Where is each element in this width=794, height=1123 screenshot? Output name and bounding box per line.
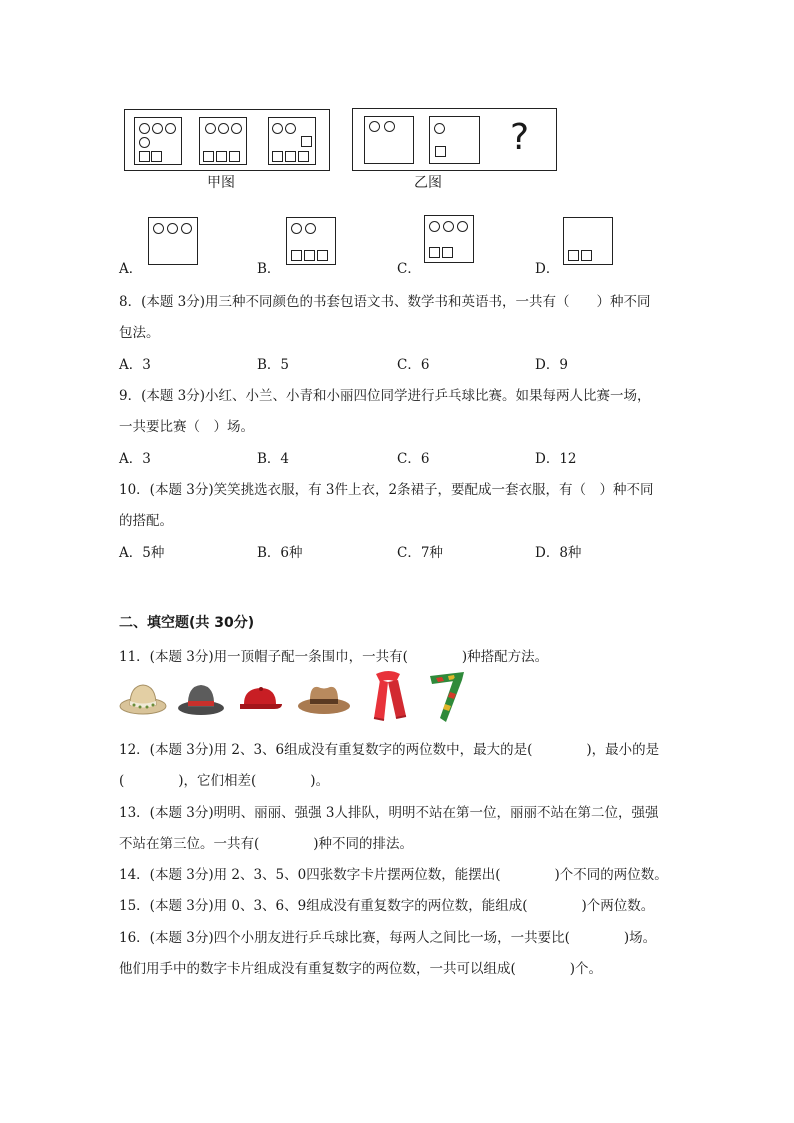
square-shape: [301, 136, 312, 147]
circle-shape: [231, 123, 242, 134]
question-12-line-1: 12．(本题 3分)用 2、3、6组成没有重复数字的两位数中，最大的是( )，最小的是: [119, 742, 660, 758]
question-8-option-b: B．5: [257, 357, 290, 373]
circle-shape: [167, 223, 178, 234]
figure-jia-box-2: [199, 117, 247, 165]
circle-shape: [272, 123, 283, 134]
square-shape: [203, 151, 214, 162]
straw-hat-icon: [118, 678, 168, 718]
circle-shape: [205, 123, 216, 134]
circle-shape: [443, 221, 454, 232]
square-shape: [139, 151, 150, 162]
question-10-option-c: C．7种: [397, 545, 443, 561]
question-9-option-b: B．4: [257, 451, 290, 467]
question-13-line-1: 13．(本题 3分)明明、丽丽、强强 3人排队，明明不站在第一位，丽丽不站在第二位，强强: [119, 805, 659, 821]
question-10-option-a: A．5种: [119, 545, 165, 561]
circle-shape: [369, 121, 380, 132]
square-shape: [298, 151, 309, 162]
question-9-option-c: C．6: [397, 451, 430, 467]
figure-jia-box-3: [268, 117, 316, 165]
question-8-option-d: D．9: [535, 357, 568, 373]
square-shape: [304, 250, 315, 261]
figure-option-b-box: [286, 217, 336, 265]
question-12-line-2: ( )，它们相差( )。: [119, 773, 330, 789]
circle-shape: [139, 137, 150, 148]
figure-option-a-box: [148, 217, 198, 265]
figure-option-d-box: [563, 217, 613, 265]
square-shape: [568, 250, 579, 261]
figure-jia-frame: [124, 109, 330, 171]
figure-jia-label: 甲图: [207, 175, 235, 191]
question-15: 15．(本题 3分)用 0、3、6、9组成没有重复数字的两位数，能组成( )个两位数。: [119, 898, 655, 914]
circle-shape: [384, 121, 395, 132]
circle-shape: [165, 123, 176, 134]
question-14: 14．(本题 3分)用 2、3、5、0四张数字卡片摆两位数，能摆出( )个不同的两位数。: [119, 867, 668, 883]
question-9-option-d: D．12: [535, 451, 577, 467]
question-10-line-1: 10．(本题 3分)笑笑挑选衣服，有 3件上衣，2条裙子，要配成一套衣服，有（ ）种不同: [119, 482, 654, 498]
figure-jia-box-1: [134, 117, 182, 165]
circle-shape: [181, 223, 192, 234]
question-10-option-b: B．6种: [257, 545, 303, 561]
hats-scarves-row: [118, 668, 478, 726]
circle-shape: [291, 223, 302, 234]
question-mark: ?: [510, 117, 530, 158]
circle-shape: [457, 221, 468, 232]
section-2-heading: 二、填空题(共 30分): [119, 615, 255, 631]
square-shape: [429, 247, 440, 258]
square-shape: [291, 250, 302, 261]
circle-shape: [434, 123, 445, 134]
figure-yi-box-2: [429, 116, 480, 164]
question-8-option-c: C．6: [397, 357, 430, 373]
circle-shape: [139, 123, 150, 134]
red-scarf-icon: [366, 668, 412, 724]
figure-yi-label: 乙图: [414, 175, 442, 191]
figure-option-c-box: [424, 215, 474, 263]
question-8-option-a: A．3: [119, 357, 151, 373]
question-8-line-2: 包法。: [119, 325, 160, 341]
question-9-option-a: A．3: [119, 451, 151, 467]
square-shape: [317, 250, 328, 261]
question-16-line-2: 他们用手中的数字卡片组成没有重复数字的两位数，一共可以组成( )个。: [119, 961, 603, 977]
circle-shape: [152, 123, 163, 134]
square-shape: [272, 151, 283, 162]
circle-shape: [285, 123, 296, 134]
question-16-line-1: 16．(本题 3分)四个小朋友进行乒乓球比赛，每两人之间比一场，一共要比( )场。: [119, 930, 657, 946]
square-shape: [581, 250, 592, 261]
grey-hat-icon: [176, 678, 226, 718]
question-10-option-d: D．8种: [535, 545, 582, 561]
square-shape: [285, 151, 296, 162]
circle-shape: [153, 223, 164, 234]
circle-shape: [429, 221, 440, 232]
circle-shape: [218, 123, 229, 134]
square-shape: [442, 247, 453, 258]
question-8-line-1: 8．(本题 3分)用三种不同颜色的书套包语文书、数学书和英语书，一共有（ ）种不同: [119, 294, 651, 310]
question-13-line-2: 不站在第三位。一共有( )种不同的排法。: [119, 836, 414, 852]
circle-shape: [305, 223, 316, 234]
question-10-line-2: 的搭配。: [119, 513, 173, 529]
square-shape: [151, 151, 162, 162]
figure-yi-frame: [352, 108, 557, 171]
figure-option-a-letter: A．: [119, 261, 143, 277]
figure-yi-box-1: [364, 116, 414, 164]
question-9-line-1: 9．(本题 3分)小红、小兰、小青和小丽四位同学进行乒乓球比赛。如果每两人比赛一场，: [119, 388, 651, 404]
striped-scarf-icon: [424, 668, 470, 724]
question-9-line-2: 一共要比赛（ ）场。: [119, 419, 254, 435]
square-shape: [229, 151, 240, 162]
square-shape: [216, 151, 227, 162]
question-11: 11．(本题 3分)用一顶帽子配一条围巾，一共有( )种搭配方法。: [119, 649, 549, 665]
brown-hat-icon: [296, 678, 352, 718]
figure-option-d-letter: D．: [535, 261, 560, 277]
red-cap-icon: [236, 682, 286, 716]
figure-option-b-letter: B．: [257, 261, 281, 277]
square-shape: [435, 146, 446, 157]
figure-option-c-letter: C．: [397, 261, 421, 277]
